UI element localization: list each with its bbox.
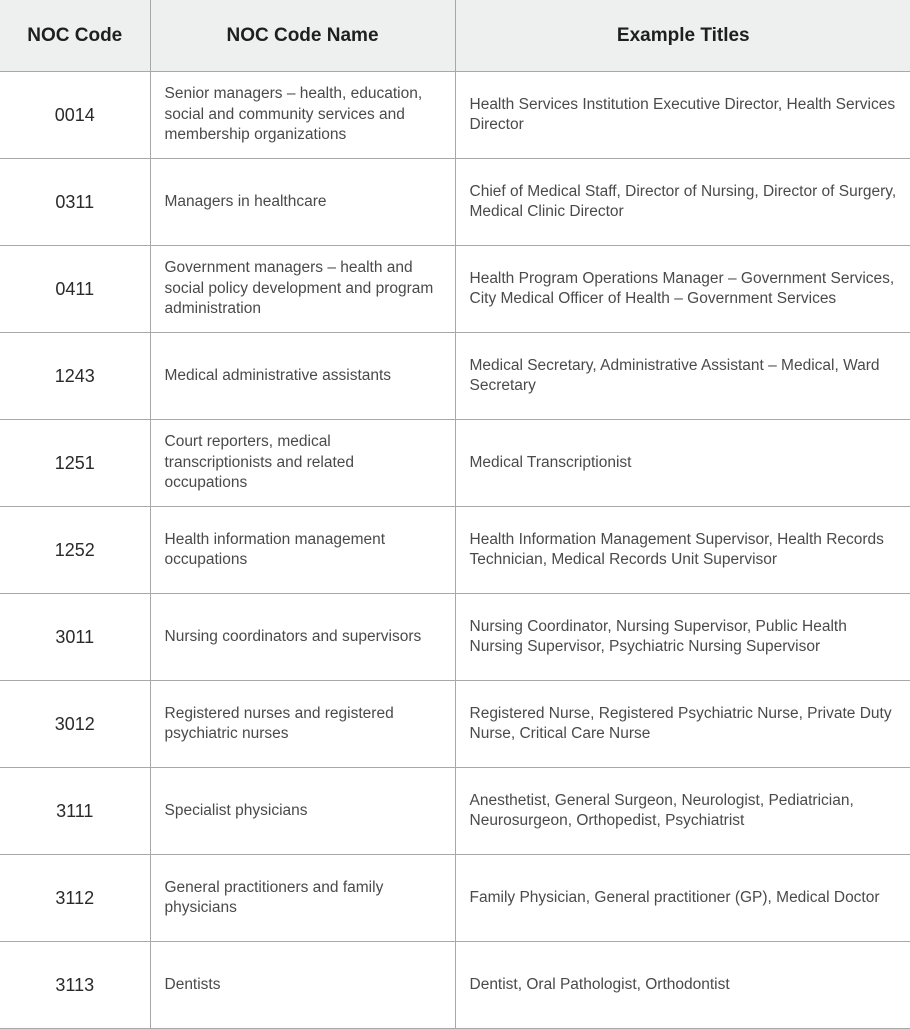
noc-code-name-cell: Nursing coordinators and supervisors	[150, 594, 455, 681]
table-row	[0, 159, 910, 246]
header-example-titles: Example Titles	[455, 0, 910, 72]
noc-code-cell: 3113	[0, 942, 150, 1029]
noc-code-name-cell: Health information management occupations	[150, 507, 455, 594]
example-titles-cell: Family Physician, General practitioner (GP), Medical Doctor	[455, 855, 910, 942]
noc-code-name-cell: Registered nurses and registered psychiatric nurses	[150, 681, 455, 768]
noc-code-cell: 0311	[0, 159, 150, 246]
noc-code-cell: 0014	[0, 72, 150, 159]
table-row	[0, 507, 910, 594]
noc-code-cell: 3111	[0, 768, 150, 855]
table-row	[0, 681, 910, 768]
example-titles-cell: Medical Secretary, Administrative Assistant – Medical, Ward Secretary	[455, 333, 910, 420]
example-titles-cell: Health Information Management Supervisor, Health Records Technician, Medical Records Unit Supervisor	[455, 507, 910, 594]
noc-code-name-cell: Managers in healthcare	[150, 159, 455, 246]
noc-code-cell: 1243	[0, 333, 150, 420]
table-row	[0, 420, 910, 507]
table-row	[0, 333, 910, 420]
table-row	[0, 768, 910, 855]
noc-code-cell: 1252	[0, 507, 150, 594]
noc-code-name-cell: Dentists	[150, 942, 455, 1029]
table-row	[0, 942, 910, 1029]
example-titles-cell: Medical Transcriptionist	[455, 420, 910, 507]
header-row	[0, 0, 910, 72]
noc-code-name-cell: General practitioners and family physicians	[150, 855, 455, 942]
noc-code-cell: 0411	[0, 246, 150, 333]
noc-code-cell: 3011	[0, 594, 150, 681]
noc-code-cell: 3012	[0, 681, 150, 768]
noc-code-cell: 3112	[0, 855, 150, 942]
table-header	[0, 0, 910, 72]
table-row	[0, 246, 910, 333]
noc-code-name-cell: Government managers – health and social policy development and program administration	[150, 246, 455, 333]
noc-code-name-cell: Specialist physicians	[150, 768, 455, 855]
table-row	[0, 855, 910, 942]
table-row	[0, 72, 910, 159]
example-titles-cell: Nursing Coordinator, Nursing Supervisor, Public Health Nursing Supervisor, Psychiatric Nursing Supervisor	[455, 594, 910, 681]
example-titles-cell: Anesthetist, General Surgeon, Neurologist, Pediatrician, Neurosurgeon, Orthopedist, Psychiatrist	[455, 768, 910, 855]
example-titles-cell: Chief of Medical Staff, Director of Nursing, Director of Surgery, Medical Clinic Director	[455, 159, 910, 246]
noc-code-name-cell: Court reporters, medical transcriptionists and related occupations	[150, 420, 455, 507]
noc-code-cell: 1251	[0, 420, 150, 507]
example-titles-cell: Health Services Institution Executive Director, Health Services Director	[455, 72, 910, 159]
header-noc-code-name: NOC Code Name	[150, 0, 455, 72]
example-titles-cell: Health Program Operations Manager – Government Services, City Medical Officer of Health – Government Services	[455, 246, 910, 333]
noc-code-name-cell: Medical administrative assistants	[150, 333, 455, 420]
header-noc-code: NOC Code	[0, 0, 150, 72]
noc-code-name-cell: Senior managers – health, education, social and community services and membership organizations	[150, 72, 455, 159]
table-body	[0, 72, 910, 1029]
table-row	[0, 594, 910, 681]
example-titles-cell: Registered Nurse, Registered Psychiatric Nurse, Private Duty Nurse, Critical Care Nurse	[455, 681, 910, 768]
example-titles-cell: Dentist, Oral Pathologist, Orthodontist	[455, 942, 910, 1029]
